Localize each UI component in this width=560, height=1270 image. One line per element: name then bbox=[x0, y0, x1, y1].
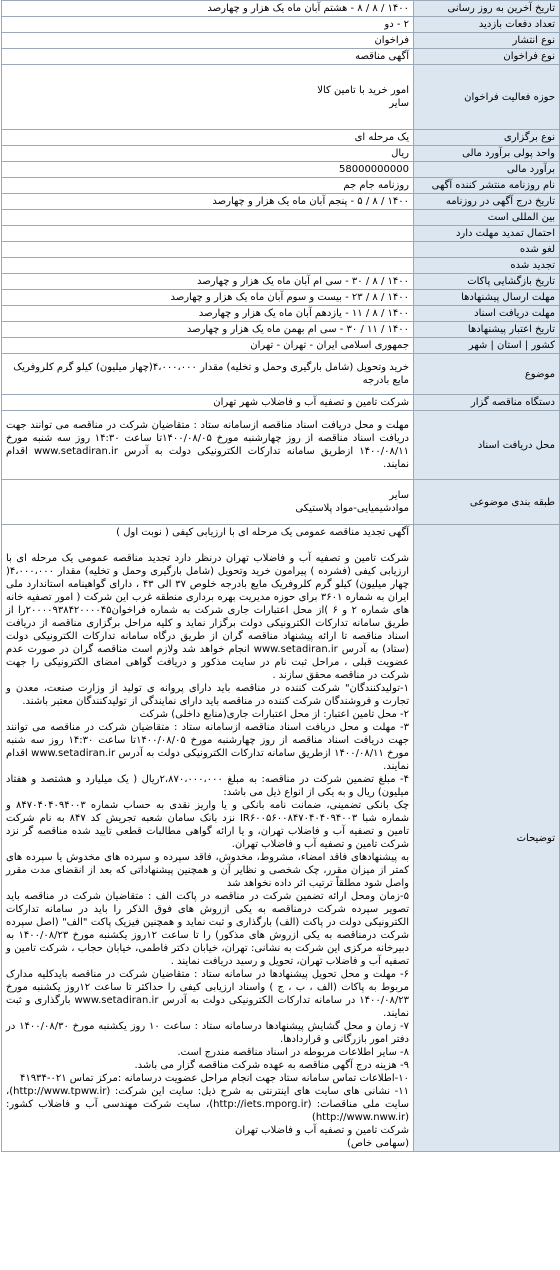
row-extension bbox=[2, 226, 560, 242]
row-cancelled bbox=[2, 242, 560, 258]
value-call-type: آگهی مناقصه bbox=[2, 49, 414, 65]
label-cancelled: لغو شده bbox=[414, 242, 560, 258]
value-receive-deadline: ۱۴۰۰ / ۸ / ۱۱ - یازدهم آبان ماه یک هزار و چهارصد bbox=[2, 306, 414, 322]
activity-area-line2: سایر bbox=[389, 98, 409, 109]
value-renewed bbox=[2, 258, 414, 274]
label-notes: توضیحات bbox=[414, 525, 560, 1152]
label-receive-deadline: مهلت دریافت اسناد bbox=[414, 306, 560, 322]
label-estimate: برآورد مالی bbox=[414, 162, 560, 178]
label-call-type: نوع فراخوان bbox=[414, 49, 560, 65]
row-holding-type bbox=[2, 130, 560, 146]
row-location bbox=[2, 338, 560, 354]
value-activity-area bbox=[2, 65, 414, 130]
value-estimate: 58000000000 bbox=[2, 162, 414, 178]
value-organizer: شرکت تامین و تصفیه آب و فاضلاب شهر تهران bbox=[2, 395, 414, 411]
value-extension bbox=[2, 226, 414, 242]
row-doc-place bbox=[2, 411, 560, 480]
row-organizer bbox=[2, 395, 560, 411]
row-notes bbox=[2, 525, 560, 1152]
value-newspaper-date: ۱۴۰۰ / ۸ / ۵ - پنجم آبان ماه یک هزار و چهارصد bbox=[2, 194, 414, 210]
page-bottom-space bbox=[0, 1152, 560, 1222]
value-validity-date: ۱۴۰۰ / ۱۱ / ۳۰ - سی ام بهمن ماه یک هزار و چهارصد bbox=[2, 322, 414, 338]
label-send-deadline: مهلت ارسال پیشنهادها bbox=[414, 290, 560, 306]
row-validity-date bbox=[2, 322, 560, 338]
value-last-update: ۱۴۰۰ / ۸ / ۸ - هشتم آبان ماه یک هزار و چهارصد bbox=[2, 1, 414, 17]
row-newspaper bbox=[2, 178, 560, 194]
row-activity-area bbox=[2, 65, 560, 130]
label-visit-count: تعداد دفعات بازدید bbox=[414, 17, 560, 33]
label-organizer: دستگاه مناقصه گزار bbox=[414, 395, 560, 411]
label-extension: احتمال تمدید مهلت دارد bbox=[414, 226, 560, 242]
label-validity-date: تاریخ اعتبار پیشنهادها bbox=[414, 322, 560, 338]
row-call-type bbox=[2, 49, 560, 65]
value-opening-date: ۱۴۰۰ / ۸ / ۳۰ - سی ام آبان ماه یک هزار و چهارصد bbox=[2, 274, 414, 290]
row-subject bbox=[2, 354, 560, 395]
category-line2: موادشیمیایی-مواد پلاستیکی bbox=[295, 503, 409, 514]
value-subject: خرید وتحویل (شامل بارگیری وحمل و تخلیه) مقدار ۴،۰۰۰،۰۰۰(چهار میلیون) کیلو گرم کلروفریک مایع بادرجه bbox=[2, 354, 414, 395]
row-currency bbox=[2, 146, 560, 162]
row-receive-deadline bbox=[2, 306, 560, 322]
value-international bbox=[2, 210, 414, 226]
row-last-update bbox=[2, 1, 560, 17]
row-visit-count bbox=[2, 17, 560, 33]
row-category bbox=[2, 480, 560, 525]
label-holding-type: نوع برگزاری bbox=[414, 130, 560, 146]
label-international: بین المللی است bbox=[414, 210, 560, 226]
row-international bbox=[2, 210, 560, 226]
value-currency: ریال bbox=[2, 146, 414, 162]
tender-info-table bbox=[1, 0, 560, 1152]
row-renewed bbox=[2, 258, 560, 274]
label-activity-area: حوزه فعالیت فراخوان bbox=[414, 65, 560, 130]
value-notes: آگهی تجدید مناقصه عمومی یک مرحله ای با ارزیابی کیفی ( نوبت اول ) شرکت تامین و تصفیه آب و فاضلاب تهران درنظر دارد تجدید مناقصه عمومی یک مرحله ای با ارزیابی کیفی (فشرده ) پیرامون خرید وتحویل (شامل بارگیری وحمل و تخلیه) مقدار ۴،۰۰۰،۰۰۰( چهار میلیون) کیلو گرم کلروفریک مایع بادرجه خلوص ۳۷ الی ۴۳ ، دارای گواهینامه استاندارد ملی ایران به شماره ۳۶۰۱ برای حوزه مدیریت بهره برداری منطقه غرب این شرکت ( امور تصفیه خانه های شماره ۲ و ۶ )از محل اعتبارات جاری شرکت به شماره فراخوان۲۰۰۰۰۹۳۸۴۲۰۰۰۰۴۵را از طریق سامانه تدارکات الکترونیکی دولت برگزار نماید و کلیه مراحل برگزاری مناقصه از دریافت اسناد مناقصه تا ارائه پیشنهاد مناقصه گران از طریق درگاه سامانه تدارکات الکترونیکی دولت (ستاد) به آدرس www.setadiran.ir انجام خواهد شد ولازم است مناقصه گران در صورت عدم عضویت قبلی ، مراحل ثبت نام در سایت مذکور و دریافت گواهی امضای الکترونیکی را جهت شرکت در مناقصه محقق سازند . ۱-تولیدکنندگان" شرکت کننده در مناقصه باید دارای پروانه ی تولید از وزارت صنعت، معدن و تجارت و فروشندگان شرکت کننده در مناقصه باید دارای نمایندگی از تولیدکنندگان معتبر باشند. ۲- محل تامین اعتبار: از محل اعتبارات جاری(منابع داخلی) شرکت ۳- مهلت و محل دریافت اسناد مناقصه ازسامانه ستاد : متقاضیان شرکت در مناقصه می توانند جهت دریافت اسناد مناقصه از روز چهارشنبه مورخ ۱۴۰۰/۰۸/۰۵تا ساعت ۱۴:۳۰ روز سه شنبه مورخ ۱۴۰۰/۰۸/۱۱ ازطریق سامانه تدارکات الکترونیکی دولت به آدرس www.setadiran.ir اقدام نمایند. ۴- مبلغ تضمین شرکت در مناقصه: به مبلغ ۲،۸۷۰،۰۰۰،۰۰۰ریال ( یک میلیارد و هشتصد و هفتاد میلیون) ریال و به یکی از انواع ذیل می باشد: چک بانکی تضمینی، ضمانت نامه بانکی و یا واریز نقدی به حساب شماره ۸۴۷۰۴۰۴۰۹۴۰۰۳ و شماره شبا IR۶۰۰۵۶۰۰۸۴۷۰۴۰۴۰۹۴۰۰۳ نزد بانک سامان شعبه تجریش کد ۸۴۷ به نام شرکت تامین و تصفیه آب و فاضلاب تهران، و یا ارائه گواهی مطالبات قطعی تایید شده مناقصه گر نزد شرکت تامین و تصفیه آب و فاضلاب تهران. به پیشنهادهای فاقد امضاء، مشروط، مخدوش، فاقد سپرده و سپرده های مخدوش یا سپرده های کمتر از میزان مقرر، چک شخصی و نظایر آن و همچنین پیشنهاداتی که بعد از انقضای مدت مقرر واصل شود مطلقاً ترتیب اثر داده نخواهد شد ۵-زمان ومحل ارائه تضمین شرکت در مناقصه در پاکت الف : متقاضیان شرکت در مناقصه باید تصویر سپرده شرکت درمناقصه به یکی ازروش های فوق الذکر را باید در سامانه تدارکات الکترونیکی دولت در پاکت (الف) بارگذاری و ثبت نماید و همچنین فیزیک پاکت "الف" (اصل سپرده شرکت درمناقصه به یکی ازروش های مذکور) را تا ساعت ۱۲روز یکشنبه مورخ ۱۴۰۰/۰۸/۲۳ به دبیرخانه مرکزی این شرکت به نشانی: تهران، خیابان دکتر فاطمی، خیابان حجاب ، شرکت تامین و تصفیه آب و فاضلاب تهران، تحویل و رسید دریافت نمایند . ۶- مهلت و محل تحویل پیشنهادها در سامانه ستاد : متقاضیان شرکت در مناقصه بایدکلیه مدارک مربوط به پاکات (الف ، ب ، ج ) واسناد ارزیابی کیفی را حداکثر تا ساعت ۱۲روز یکشنبه مورخ ۱۴۰۰/۰۸/۲۳ در سامانه تدارکات الکترونیکی دولت به آدرس www.setadiran.ir بارگذاری و ثبت نمایند. ۷- زمان و محل گشایش پیشنهادها درسامانه ستاد : ساعت ۱۰ روز یکشنبه مورخ ۱۴۰۰/۰۸/۳۰ در دفتر امور بازرگانی و قراردادها. ۸- سایر اطلاعات مربوطه در اسناد مناقصه مندرج است. ۹- هزینه درج آگهی مناقصه به عهده شرکت مناقصه گزار می باشد. ۱۰-اطلاعات تماس سامانه ستاد جهت انجام مراحل عضویت درسامانه :مرکز تماس ۰۲۱-۴۱۹۳۴ ۱۱- نشانی های سایت های اینترنتی به شرح ذیل: سایت این شرکت: (http://www.tpww.ir)، سایت ملی مناقصات: (http://iets.mporg.ir)، سایت شرکت مهندسی آب و فاضلاب کشور: (http://www.nww.ir) شرکت تامین و تصفیه آب و فاضلاب تهران (سهامی خاص) bbox=[2, 525, 414, 1152]
row-opening-date bbox=[2, 274, 560, 290]
value-newspaper: روزنامه جام جم bbox=[2, 178, 414, 194]
value-category bbox=[2, 480, 414, 525]
label-category: طبقه بندی موضوعی bbox=[414, 480, 560, 525]
label-newspaper-date: تاریخ درج آگهی در روزنامه bbox=[414, 194, 560, 210]
value-visit-count: ۲ - دو bbox=[2, 17, 414, 33]
label-opening-date: تاریخ بازگشایی پاکات bbox=[414, 274, 560, 290]
value-doc-place: مهلت و محل دریافت اسناد مناقصه ازسامانه ستاد : متقاضیان شرکت در مناقصه می توانند جهت دریافت اسناد مناقصه از روز چهارشنبه مورخ ۱۴۰۰/۰۸/۰۵تا ساعت ۱۴:۳۰ روز سه شنبه مورخ ۱۴۰۰/۰۸/۱۱ ازطریق سامانه تدارکات الکترونیکی دولت به آدرس www.setadiran.ir اقدام نمایند. bbox=[2, 411, 414, 480]
label-newspaper: نام روزنامه منتشر کننده آگهی bbox=[414, 178, 560, 194]
activity-area-line1: امور خرید با تامین کالا bbox=[317, 85, 409, 96]
row-send-deadline bbox=[2, 290, 560, 306]
value-send-deadline: ۱۴۰۰ / ۸ / ۲۳ - بیست و سوم آبان ماه یک هزار و چهارصد bbox=[2, 290, 414, 306]
value-publish-type: فراخوان bbox=[2, 33, 414, 49]
label-publish-type: نوع انتشار bbox=[414, 33, 560, 49]
category-line1: سایر bbox=[389, 490, 409, 501]
label-location: کشور | استان | شهر bbox=[414, 338, 560, 354]
row-publish-type bbox=[2, 33, 560, 49]
label-renewed: تجدید شده bbox=[414, 258, 560, 274]
value-cancelled bbox=[2, 242, 414, 258]
label-currency: واحد پولی برآورد مالی bbox=[414, 146, 560, 162]
label-doc-place: محل دریافت اسناد bbox=[414, 411, 560, 480]
row-estimate bbox=[2, 162, 560, 178]
label-last-update: تاریخ آخرین به روز رسانی bbox=[414, 1, 560, 17]
value-holding-type: یک مرحله ای bbox=[2, 130, 414, 146]
label-subject: موضوع bbox=[414, 354, 560, 395]
row-newspaper-date bbox=[2, 194, 560, 210]
value-location: جمهوری اسلامی ایران - تهران - تهران bbox=[2, 338, 414, 354]
